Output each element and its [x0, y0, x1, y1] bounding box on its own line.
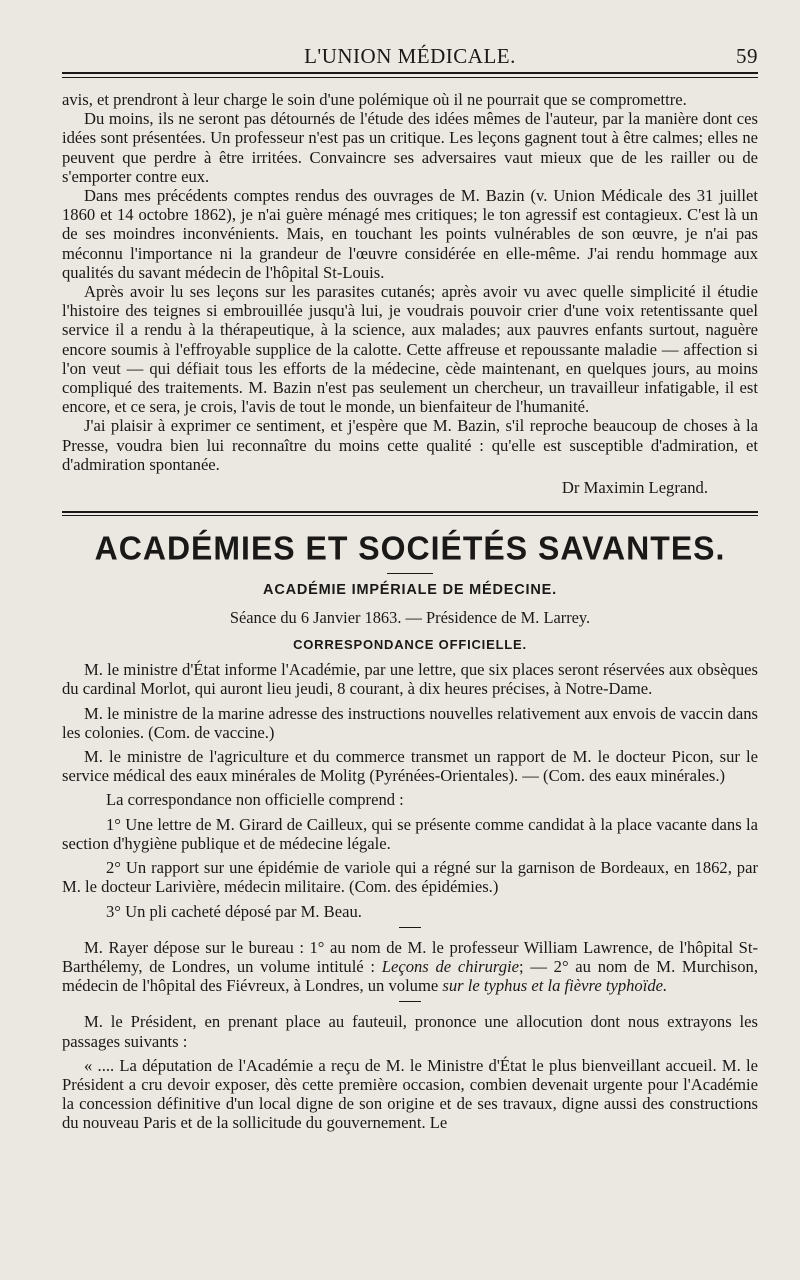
academy-heading: ACADÉMIE IMPÉRIALE DE MÉDECINE.	[263, 582, 557, 599]
article-body	[62, 90, 758, 497]
minutes-paragraph: M. le ministre de la marine adresse des instructions nouvelles relativement aux envois de vaccin dans les colonies. (Com. de vaccine.)	[62, 703, 758, 742]
section-rule	[62, 511, 758, 516]
header-rule	[62, 72, 758, 78]
short-divider	[387, 573, 433, 574]
page-number: 59	[736, 44, 758, 68]
article-paragraph: avis, et prendront à leur charge le soin d'une polémique où il ne pourrait que se compromettre.	[62, 90, 687, 109]
quote-paragraph: « .... La députation de l'Académie a reçu de M. le Ministre d'État le plus bienveillant accueil. M. le Président a cru devoir exposer, dès cette première occasion, combien devenait urgente pour l'Académie la concession définitive d'un local digne de son origine et de ses travaux, digne aussi des constructions du nouveau Paris et de la sollicitude du gouvernement. Le	[62, 1055, 758, 1133]
correspondence-heading: CORRESPONDANCE OFFICIELLE.	[293, 637, 527, 653]
minutes-paragraph: M. le ministre d'État informe l'Académie, par une lettre, que six places seront réservées aux obsèques du cardinal Morlot, qui auront lieu jeudi, 8 courant, à dix heures précises, à Notre-Dame.	[62, 660, 758, 699]
rayer-paragraph	[62, 938, 758, 996]
list-item: 3° Un pli cacheté déposé par M. Beau.	[106, 901, 362, 921]
president-paragraph: M. le Président, en prenant place au fauteuil, prononce une allocution dont nous extrayons les passages suivants :	[62, 1012, 758, 1051]
minutes-body	[62, 660, 758, 1132]
dash-divider	[399, 927, 421, 928]
section-title: ACADÉMIES ET SOCIÉTÉS SAVANTES.	[94, 529, 726, 568]
rayer-text-start: M. Rayer dépose sur le bureau : 1° au nom de M. le professeur William Lawrence, de l'hôpital St-Barthélemy, de Londres, un volume intitulé :	[62, 937, 758, 976]
journal-title: L'UNION MÉDICALE.	[304, 44, 516, 68]
session-line: Séance du 6 Janvier 1863. — Présidence de M. Larrey.	[229, 608, 591, 628]
dash-divider	[399, 1001, 421, 1002]
article-paragraph: Dans mes précédents comptes rendus des ouvrages de M. Bazin (v. Union Médicale des 31 juillet 1860 et 14 octobre 1862), je n'ai guère ménagé mes critiques; le ton agressif est contagieux. C'est là un de ses moindres inconvénients. Mais, en touchant les points vulnérables de son œuvre, je n'ai pas méconnu l'importance ni la grandeur de l'œuvre considérée en elle-même. J'ai rendu hommage aux qualités du savant médecin de l'hôpital St-Louis.	[62, 186, 758, 282]
list-item: 1° Une lettre de M. Girard de Cailleux, qui se présente comme candidat à la place vacante dans la section d'hygiène publique et de médecine légale.	[62, 814, 758, 853]
book-title: Leçons de chirurgie	[381, 956, 519, 976]
article-paragraph: Du moins, ils ne seront pas détournés de l'étude des idées mêmes de l'auteur, par la manière dont ces idées sont présentées. Un professeur n'est pas un critique. Les leçons gagnent tout à être calmes; elles ne peuvent que perdre à être irritées. Convaincre ses adversaires vaut mieux que de les railler ou de s'emporter contre eux.	[62, 109, 758, 186]
minutes-paragraph: M. le ministre de l'agriculture et du commerce transmet un rapport de M. le docteur Picon, sur le service médical des eaux minérales de Molitg (Pyrénées-Orientales). — (Com. des eaux minérales.)	[62, 747, 758, 786]
article-paragraph: Après avoir lu ses leçons sur les parasites cutanés; après avoir vu avec quelle simplicité il étudie l'histoire des teignes si embrouillée jusqu'à lui, je voudrais pouvoir crier d'une voix retentissante quel service il a rendu à la thérapeutique, à la science, aux malades; aux pauvres enfants surtout, naguère encore soumis à l'effroyable supplice de la calotte. Cette affreuse et repoussante maladie — affection si l'on veut — qui défiait tous les efforts de la médecine, cède maintenant, en quelques jours, au moins compliqué des traitements. M. Bazin n'est pas seulement un chercheur, un travailleur infatigable, il est encore, et ce sera, je crois, l'avis de tout le monde, un bienfaiteur de l'humanité.	[62, 282, 758, 417]
rayer-text-middle: ; — 2° au nom de M. Murchison, médecin de l'hôpital des Fiévreux, à Londres, un volume	[62, 956, 758, 996]
book-title: sur le typhus et la fièvre typhoïde.	[442, 976, 668, 996]
running-header	[62, 36, 758, 68]
list-item: 2° Un rapport sur une épidémie de variole qui a régné sur la garnison de Bordeaux, en 1862, par M. le docteur Larivière, médecin militaire. (Com. des épidémies.)	[62, 858, 758, 897]
article-paragraph: J'ai plaisir à exprimer ce sentiment, et j'espère que M. Bazin, s'il reproche beaucoup de choses à la Presse, voudra bien lui reconnaître du moins cette qualité : qu'elle est susceptible d'admiration, et d'admiration spontanée.	[62, 416, 758, 474]
unofficial-intro: La correspondance non officielle comprend :	[106, 790, 404, 810]
author-signature: Dr Maximin Legrand.	[561, 478, 708, 498]
